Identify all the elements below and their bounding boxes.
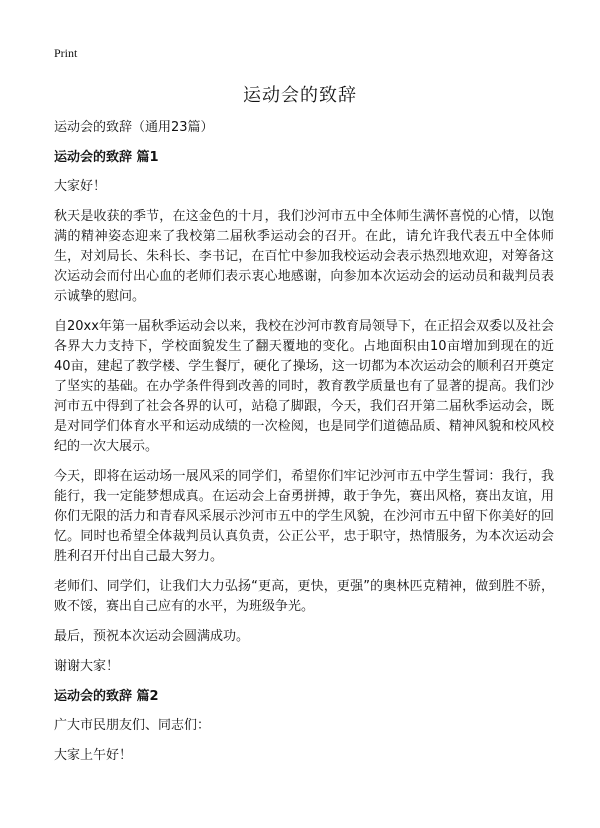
paragraph: 自20xx年第一届秋季运动会以来，我校在沙河市教育局领导下，在正招会双委以及社会各界大力支持下，学校面貌发生了翻天覆地的变化。占地面积由10亩增加到现在的近40亩，建起了教学楼、学生餐厅，硬化了操场，这一切都为本次运动会的顺利召开奠定了坚实的基础。在办学条件得到改善的同时，教育教学质量也有了显著的提高。我们沙河市五中得到了社会各界的认可，站稳了脚跟，今天，我们召开第二届秋季运动会，既是对同学们体育水平和运动成绩的一次检阅，也是同学们道德品质、精神风貌和校风校纪的一次大展示。 [54, 319, 554, 454]
paragraph: 老师们、同学们，让我们大力弘扬“更高，更快，更强”的奥林匹克精神，做到胜不骄，败不馁，赛出自己应有的水平，为班级争光。 [54, 579, 554, 614]
paragraph: 大家好！ [54, 179, 107, 194]
print-link[interactable]: Print [54, 46, 78, 60]
paragraph: 最后，预祝本次运动会圆满成功。 [54, 629, 250, 644]
document-subtitle: 运动会的致辞（通用23篇） [54, 120, 214, 135]
section-1 [54, 148, 554, 677]
paragraph: 今天，即将在运动场一展风采的同学们，希望你们牢记沙河市五中学生誓词：我行，我能行，我一定能梦想成真。在运动会上奋勇拼搏，敢于争先，赛出风格，赛出友谊，用你们无限的活力和青春风采展示沙河市五中的学生风貌，在沙河市五中留下你美好的回忆。同时也希望全体裁判员认真负责，公正公平，忠于职守，热情服务，为本次运动会胜利召开付出自己最大努力。 [54, 469, 554, 564]
document-body [54, 118, 554, 776]
section-heading: 运动会的致辞 篇2 [54, 689, 159, 704]
paragraph: 谢谢大家！ [54, 659, 120, 674]
paragraph: 秋天是收获的季节，在这金色的十月，我们沙河市五中全体师生满怀喜悦的心情，以饱满的精神姿态迎来了我校第二届秋季运动会的召开。在此，请允许我代表五中全体师生，对刘局长、朱科长、李书记，在百忙中参加我校运动会表示热烈地欢迎，对筹备这次运动会而付出心血的老师们表示衷心地感谢，向参加本次运动会的运动员和裁判员表示诚挚的慰问。 [54, 209, 554, 304]
paragraph: 大家上午好！ [54, 748, 133, 763]
document-title: 运动会的致辞 [243, 85, 357, 106]
paragraph: 广大市民朋友们、同志们： [54, 718, 211, 733]
section-2 [54, 687, 554, 766]
section-heading: 运动会的致辞 篇1 [54, 150, 159, 165]
